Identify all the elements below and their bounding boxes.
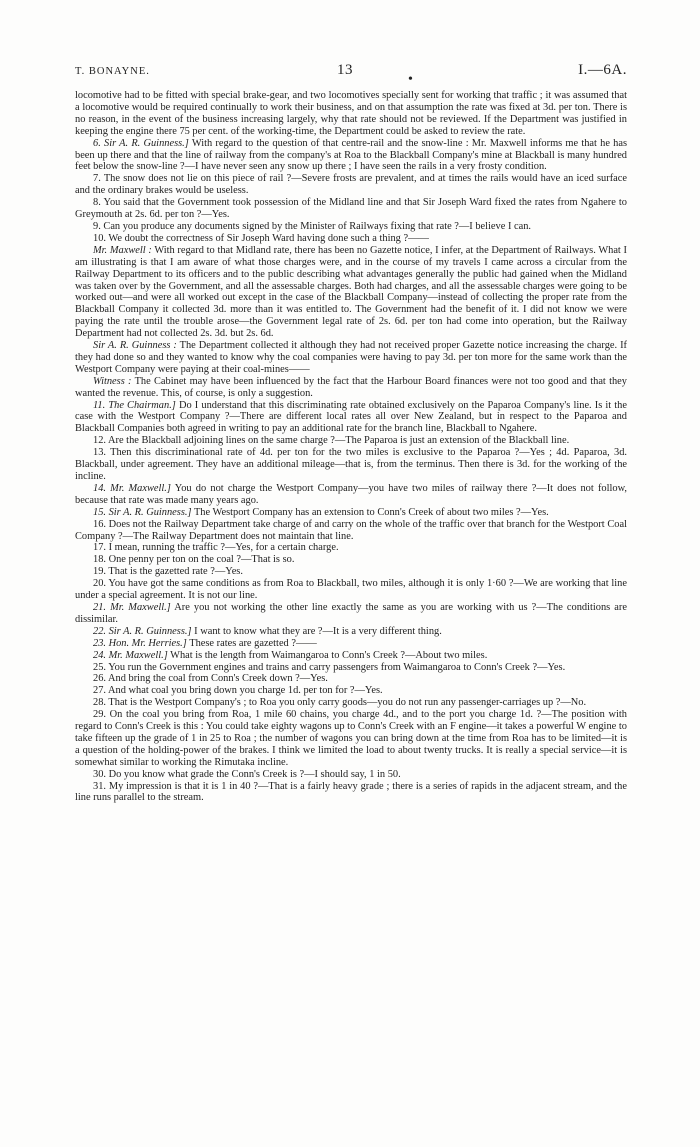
paragraph: Sir A. R. Guinness : The Department collected it although they had not received proper Gazette notice increasing the charge. If they had done so and they wanted to know why the coal companies were having to pay 3d. per ton more for the same work than the Westport Company were paying at their coal-mines—— <box>75 340 627 375</box>
paragraph: Mr. Maxwell : With regard to that Midland rate, there has been no Gazette notice, I infer, at the Department of Railways. What I am illustrating is that I am aware of what those charges were, and in the course of my travels I came across a circular from the Railway Department to its officers and to the public describing what advantages generally the public had gained when the Midland was taken over by the Government, and all the assessable charges. Both had charges, and all the assessable charges were going to be worked out—and were all worked out except in the case of the Blackball Company—instead of collecting the proper rate from the Blackball Company it collected 3d. more than it was entitled to. The Government had the benefit of it. I did not know we were paying the rate until the trouble arose—the Government legal rate of 2s. 6d. per ton had come into operation, but the Railway Department had not collected 2s. 3d. but 2s. 6d. <box>75 244 627 340</box>
paragraph: 29. On the coal you bring from Roa, 1 mile 60 chains, you charge 4d., and to the port you charge 1d. ?—The position with regard to Conn's Creek is this : You could take eighty wagons up to Conn's Creek with an F engine—it takes a powerful W engine to take fifteen up the grade of 1 in 25 to Roa ; the number of wagons you can bring down at the time from Roa has to be limited—it is a question of the holding-power of the brakes. I think we limited the load to about twenty trucks. It is really a special service—it is somewhat similar to working the Rimutaka incline. <box>75 709 627 768</box>
header-page-number: 13 <box>337 62 353 78</box>
header-author: T. BONAYNE. <box>75 66 150 77</box>
paragraph: 21. Mr. Maxwell.] Are you not working the other line exactly the same as you are working with us ?—The conditions are dissimilar. <box>75 601 627 625</box>
speaker-label: 11. The Chairman.] <box>93 399 176 411</box>
paragraph: 10. We doubt the correctness of Sir Joseph Ward having done such a thing ?—— <box>93 232 429 244</box>
speaker-label: Sir A. R. Guinness : <box>93 340 177 352</box>
speaker-label: 6. Sir A. R. Guinness.] <box>93 137 189 149</box>
paragraph: 14. Mr. Maxwell.] You do not charge the Westport Company—you have two miles of railway there ?—It does not follow, because that rate was made many years ago. <box>75 482 627 506</box>
paragraph: locomotive had to be fitted with special brake-gear, and two locomotives specially sent for working that traffic ; it was assumed that a locomotive would be required continually to work their business, and on that assumption the rate was fixed at 3d. per ton. There is no reason, in the event of the business increasing largely, why that rate should not be reviewed. If the Department was justified in keeping the engine there 75 per cent. of the working-time, the Department could be asked to review the rate. <box>75 90 627 137</box>
paragraph: 13. Then this discriminational rate of 4d. per ton for the two miles is exclusive to the Paparoa ?—Yes ; 4d. Paparoa, 3d. Blackball, under agreement. They have an additional mileage—that is, from the terminus. Then there is 3d. for the working of the incline. <box>75 447 627 482</box>
paragraph: 23. Hon. Mr. Herries.] These rates are gazetted ?—— <box>93 637 317 649</box>
speaker-label: 15. Sir A. R. Guinness.] <box>93 506 192 518</box>
paragraph: 18. One penny per ton on the coal ?—That is so. <box>93 554 295 566</box>
header-reference: I.—6A. <box>578 62 627 78</box>
paragraph: 15. Sir A. R. Guinness.] The Westport Company has an extension to Conn's Creek of about two miles ?—Yes. <box>93 506 549 518</box>
paragraph: 26. And bring the coal from Conn's Creek down ?—Yes. <box>93 673 328 685</box>
speaker-label: Witness : <box>93 375 132 387</box>
paragraph: 7. The snow does not lie on this piece of rail ?—Severe frosts are prevalent, and at times the rails would have an iced surface and the ordinary brakes would be useless. <box>75 173 627 197</box>
speaker-label: 21. Mr. Maxwell.] <box>93 601 171 613</box>
paragraph: 8. You said that the Government took possession of the Midland line and that Sir Joseph Ward fixed the rates from Ngahere to Greymouth at 2s. 6d. per ton ?—Yes. <box>75 197 627 221</box>
paragraph: 12. Are the Blackball adjoining lines on the same charge ?—The Paparoa is just an extension of the Blackball line. <box>93 435 570 447</box>
paragraph: 28. That is the Westport Company's ; to Roa you only carry goods—you do not run any passenger-carriages up ?—No. <box>93 697 587 709</box>
paragraph: 24. Mr. Maxwell.] What is the length from Waimangaroa to Conn's Creek ?—About two miles. <box>93 649 488 661</box>
paragraph: Witness : The Cabinet may have been influenced by the fact that the Harbour Board finances were not too good and that they wanted the revenue. This, of course, is only a suggestion. <box>75 375 627 399</box>
speaker-label: 14. Mr. Maxwell.] <box>93 482 171 494</box>
paragraph: 27. And what coal you bring down you charge 1d. per ton for ?—Yes. <box>93 685 383 697</box>
running-header <box>75 60 627 90</box>
paragraph: 30. Do you know what grade the Conn's Creek is ?—I should say, 1 in 50. <box>93 768 401 780</box>
speaker-label: 23. Hon. Mr. Herries.] <box>93 637 187 649</box>
paragraph: 16. Does not the Railway Department take charge of and carry on the whole of the traffic over that branch for the Westport Coal Company ?—The Railway Department does not maintain that line. <box>75 518 627 542</box>
paragraph: 19. That is the gazetted rate ?—Yes. <box>93 566 243 578</box>
paragraph: 9. Can you produce any documents signed by the Minister of Railways fixing that rate ?—I believe I can. <box>93 220 532 232</box>
paragraph: 20. You have got the same conditions as from Roa to Blackball, two miles, although it is only 1·60 ?—We are working that line under a special agreement. It is not our line. <box>75 578 627 602</box>
paragraph: 11. The Chairman.] Do I understand that this discriminating rate obtained exclusively on the Paparoa Company's line. Is it the case with the Westport Company ?—There are different local rates all over New Zealand, but in respect to the Paparoa and Blackball Companies both agreed in writing to pay an additional rate for the branch line, Blackball to Ngahere. <box>75 399 627 435</box>
paragraph: 22. Sir A. R. Guinness.] I want to know what they are ?—It is a very different thing. <box>93 625 442 637</box>
speaker-label: 22. Sir A. R. Guinness.] <box>93 625 192 637</box>
header-dot: • <box>408 72 414 87</box>
paragraph: 6. Sir A. R. Guinness.] With regard to the question of that centre-rail and the snow-line : Mr. Maxwell informs me that he has been up there and that the line of railway from the company's at Roa to the Blackball Company's mine at Blackball is many hundred feet below the snow-line ?—I have never seen any snow up there ; I have seen the rails in a very frosty condition. <box>75 137 627 173</box>
speaker-label: Mr. Maxwell : <box>93 244 152 256</box>
document-body <box>75 90 627 804</box>
paragraph: 17. I mean, running the traffic ?—Yes, for a certain charge. <box>93 542 339 554</box>
speaker-label: 24. Mr. Maxwell.] <box>93 649 168 661</box>
paragraph: 25. You run the Government engines and trains and carry passengers from Waimangaroa to Conn's Creek ?—Yes. <box>93 661 566 673</box>
paragraph: 31. My impression is that it is 1 in 40 ?—That is a fairly heavy grade ; there is a series of rapids in the adjacent stream, and the line runs parallel to the stream. <box>75 780 627 804</box>
